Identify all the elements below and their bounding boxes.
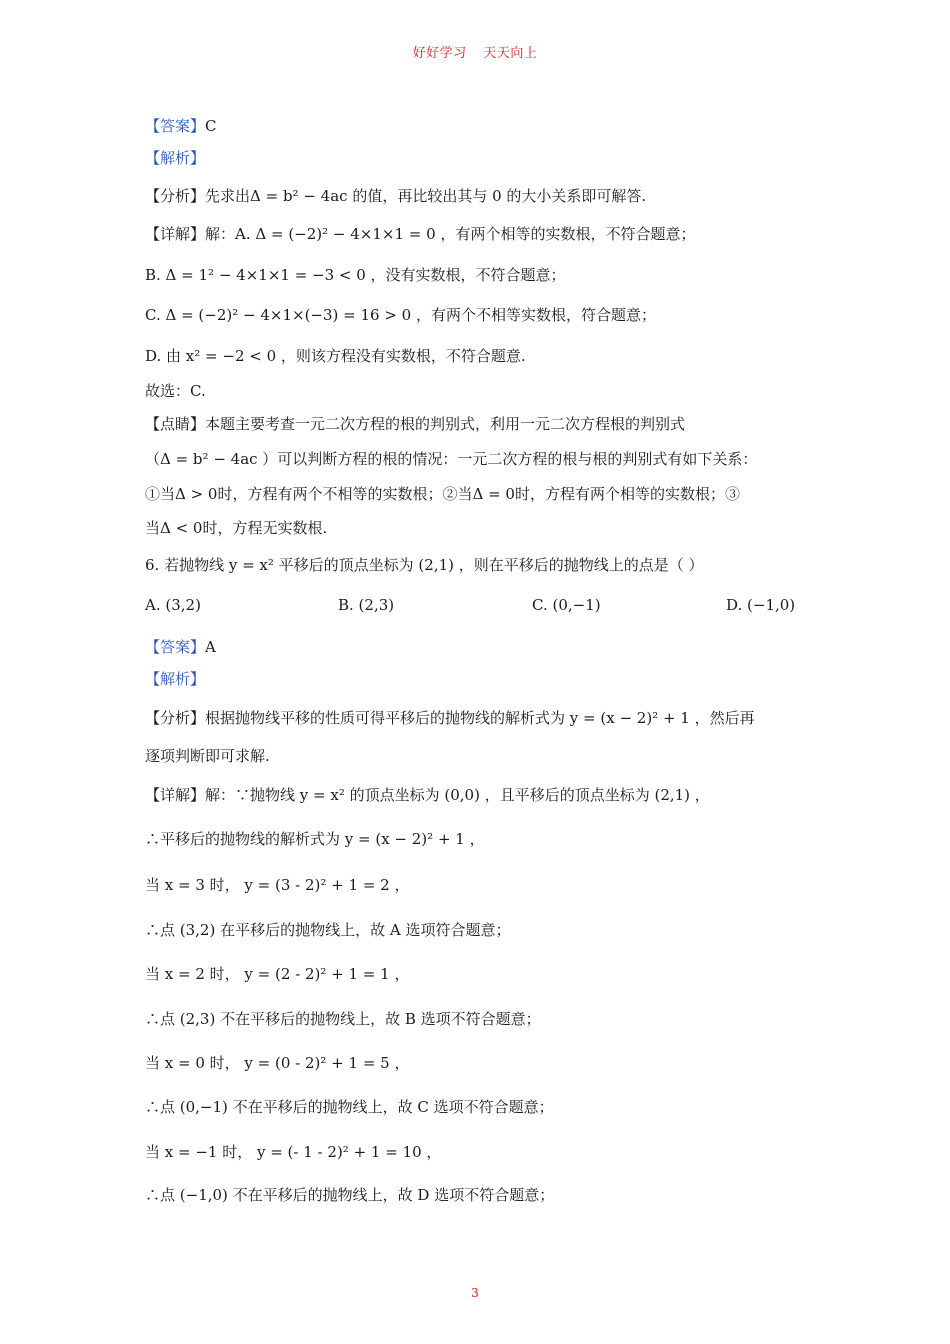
dianjing-line <box>145 412 825 436</box>
dianjing-line-4: 当Δ < 0时，方程无实数根. <box>145 519 328 537</box>
answer-tag-6: 【答案】 <box>145 638 206 656</box>
xiangjie-tag: 【详解】 <box>145 225 206 243</box>
solution-line-7: ∴点 (0,−1) 不在平移后的抛物线上，故 C 选项不符合题意； <box>145 1098 554 1116</box>
option-d: D. (−1,0) <box>726 596 796 614</box>
fenxi-text-6: 根据抛物线平移的性质可得平移后的抛物线的解析式为 y = (x − 2)² + 1 ，然后再 <box>205 709 755 727</box>
analysis-tag: 【解析】 <box>145 149 206 167</box>
answer-tag: 【答案】 <box>145 117 206 135</box>
solution-line-2: 当 x = 3 时， y = (3 - 2)² + 1 = 2 ， <box>145 876 410 894</box>
xiangjie-tag-6: 【详解】 <box>145 786 206 804</box>
analysis-tag-6: 【解析】 <box>145 670 206 688</box>
xiangjie-line-5 <box>145 222 825 246</box>
dianjing-text: 本题主要考查一元二次方程的根的判别式，利用一元二次方程根的判别式 <box>205 415 686 433</box>
xiangjie-text-6: 解：∵抛物线 y = x² 的顶点坐标为 (0,0) ，且平移后的顶点坐标为 (2,1) ， <box>205 786 710 804</box>
page-number: 3 <box>471 1286 479 1300</box>
dianjing-line-2: （Δ = b² − 4ac ）可以判断方程的根的情况：一元二次方程的根与根的判别式有如下关系： <box>145 450 758 468</box>
line-d: D. 由 x² = −2 < 0 ，则该方程没有实数根，不符合题意. <box>145 347 526 365</box>
analysis-tag-line-5 <box>145 146 825 170</box>
choose-line: 故选：C. <box>145 382 206 400</box>
question-6: 6. 若抛物线 y = x² 平移后的顶点坐标为 (2,1) ，则在平移后的抛物线上的点是（ ） <box>145 556 704 574</box>
solution-line-3: ∴点 (3,2) 在平移后的抛物线上，故 A 选项符合题意； <box>145 921 511 939</box>
xiangjie-text: 解：A. Δ = (−2)² − 4×1×1 = 0 ，有两个相等的实数根，不符合题意； <box>205 225 696 243</box>
answer-value: C <box>205 117 217 135</box>
option-a: A. (3,2) <box>145 596 201 614</box>
fenxi-tag-6: 【分析】 <box>145 709 206 727</box>
header-right: 天天向上 <box>483 46 538 61</box>
line-c: C. Δ = (−2)² − 4×1×(−3) = 16 > 0 ，有两个不相等实数根，符合题意； <box>145 306 656 324</box>
fenxi-line-5 <box>145 184 825 208</box>
fenxi-line-6 <box>145 706 825 730</box>
answer-line-5 <box>145 114 825 138</box>
xiangjie-line-6 <box>145 783 825 807</box>
solution-line-8: 当 x = −1 时， y = (- 1 - 2)² + 1 = 10 ， <box>145 1143 442 1161</box>
answer-value-6: A <box>205 638 216 656</box>
option-b: B. (2,3) <box>338 596 395 614</box>
solution-line-1: ∴平移后的抛物线的解析式为 y = (x − 2)² + 1 ， <box>145 830 485 848</box>
solution-line-4: 当 x = 2 时， y = (2 - 2)² + 1 = 1 ， <box>145 965 410 983</box>
answer-line-6 <box>145 635 825 659</box>
fenxi-line-6-2: 逐项判断即可求解. <box>145 747 270 765</box>
fenxi-text: 先求出Δ = b² − 4ac 的值，再比较出其与 0 的大小关系即可解答. <box>205 187 647 205</box>
fenxi-tag: 【分析】 <box>145 187 206 205</box>
option-c: C. (0,−1) <box>532 596 601 614</box>
solution-line-9: ∴点 (−1,0) 不在平移后的抛物线上，故 D 选项不符合题意； <box>145 1186 555 1204</box>
dianjing-line-3: ①当Δ > 0时，方程有两个不相等的实数根；②当Δ = 0时，方程有两个相等的实数根；③ <box>145 485 740 503</box>
header-left: 好好学习 <box>412 46 467 61</box>
analysis-tag-line-6 <box>145 667 825 691</box>
dianjing-tag: 【点睛】 <box>145 415 206 433</box>
solution-line-6: 当 x = 0 时， y = (0 - 2)² + 1 = 5 ， <box>145 1054 410 1072</box>
solution-line-5: ∴点 (2,3) 不在平移后的抛物线上，故 B 选项不符合题意； <box>145 1010 541 1028</box>
line-b: B. Δ = 1² − 4×1×1 = −3 < 0 ，没有实数根，不符合题意； <box>145 266 566 284</box>
page-header <box>0 42 950 61</box>
